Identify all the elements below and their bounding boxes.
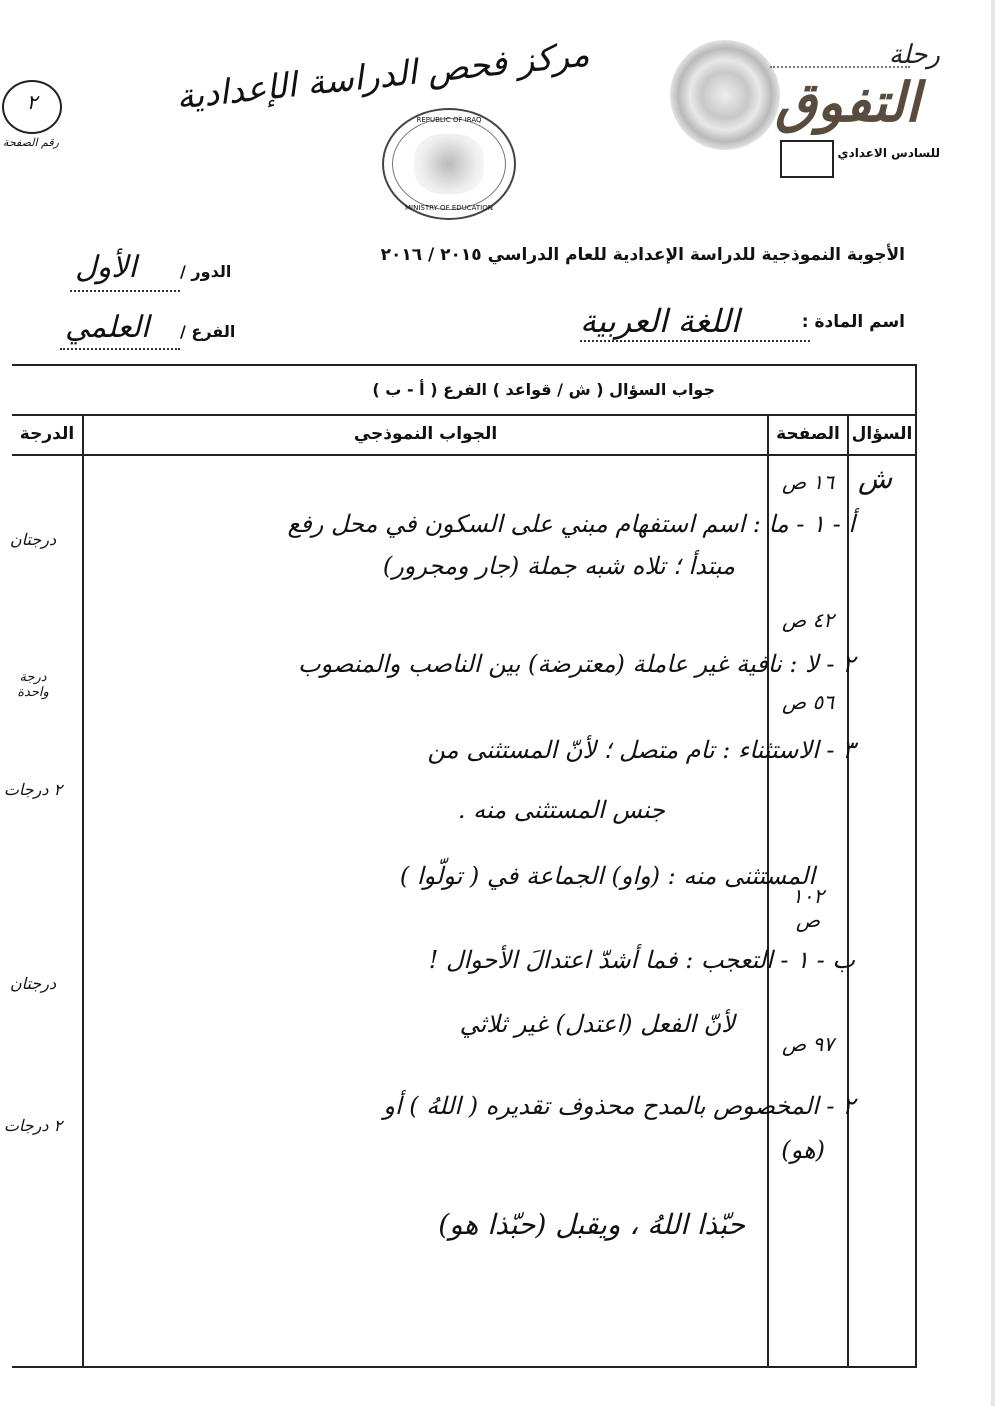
answer-line: ٣ - الاستثناء : تام متصل ؛ لأنّ المستثنى من (427, 736, 855, 764)
round-label: الدور / (180, 262, 232, 281)
page-ref: ١٦ ص (781, 470, 835, 494)
page-ref: ٤٢ ص (781, 608, 835, 632)
answer-line: (هو) (781, 1136, 825, 1164)
subject-value: اللغة العربية (580, 302, 740, 340)
page-number-label: رقم الصفحة (3, 136, 59, 149)
answer-line: حبّذا اللهُ ، ويقبل (حبّذا هو) (438, 1208, 745, 1241)
marks-cell: درجة واحدة (17, 670, 49, 700)
marks-cell: درجتان (9, 974, 57, 993)
answer-line: ٢ - لا : نافية غير عاملة (معترضة) بين الناصب والمنصوب (297, 650, 855, 678)
document-title: الأجوبة النموذجية للدراسة الإعدادية للعام الدراسي ٢٠١٥ / ٢٠١٦ (380, 245, 905, 265)
col-divider (767, 414, 769, 1366)
col-divider (82, 414, 84, 1366)
page-ref: ٩٧ ص (781, 1032, 835, 1056)
col-question-header: السؤال (849, 414, 915, 456)
marks-cell: ٢ درجات (3, 1116, 63, 1135)
answer-line: جنس المستثنى منه . (457, 796, 665, 824)
answer-line: مبتدأ ؛ تلاه شبه جملة (جار ومجرور) (382, 552, 735, 580)
round-value: الأول (75, 250, 137, 285)
branch-dotted-line (60, 348, 180, 350)
seal-text-bottom: MINISTRY OF EDUCATION (405, 204, 493, 212)
page-ref: ١٠٢ ص (791, 884, 825, 932)
branch-label: الفرع / (180, 322, 236, 341)
marks-cell: ٢ درجات (3, 780, 63, 799)
answer-line: ٢ - المخصوص بالمدح محذوف تقديره ( اللهُ ) أو (383, 1092, 855, 1120)
question-label: ش (858, 462, 893, 495)
teacher-board-icon (780, 140, 834, 178)
col-divider (847, 414, 849, 1366)
mandala-ornament (670, 40, 780, 150)
seal-text-top: REPUBLIC OF IRAQ (416, 116, 482, 124)
question-row (12, 366, 915, 416)
col-answer-header: الجواب النموذجي (84, 414, 767, 456)
answer-line: لأنّ الفعل (اعتدل) غير ثلاثي (459, 1010, 735, 1038)
page-number-badge (2, 80, 62, 149)
page-number: ٢ (26, 90, 38, 114)
answer-line: المستثنى منه : (واو) الجماعة في ( تولّوا ) (399, 862, 815, 890)
answer-line: ب - ١ - التعجب : فما أشدّ اعتدالَ الأحوال ! (428, 946, 855, 974)
branch-value: العلمي (65, 310, 150, 345)
logo-line2: التفوق (775, 70, 920, 134)
answer-line: أ - ١ - ما : اسم استفهام مبني على السكون في محل رفع (287, 510, 855, 538)
round-dotted-line (70, 290, 180, 292)
col-marks-header: الدرجة (12, 414, 82, 456)
logo-line3: للسادس الاعدادي (837, 146, 940, 160)
page-edge (991, 0, 995, 1406)
marks-cell: درجتان (9, 530, 57, 549)
col-page-header: الصفحة (769, 414, 847, 456)
subject-label: اسم المادة : (801, 312, 905, 332)
seal-emblem (414, 134, 484, 194)
brand-logo (670, 30, 970, 190)
ministry-seal (382, 108, 516, 220)
page-ref: ٥٦ ص (781, 690, 835, 714)
question-row-text: جواب السؤال ( ش / قواعد ) الفرع ( أ - ب ) (372, 380, 715, 399)
center-title: مركز فحص الدراسة الإعدادية (174, 34, 592, 118)
logo-line1: رحلة (888, 40, 940, 70)
subject-dotted-line (580, 340, 810, 342)
